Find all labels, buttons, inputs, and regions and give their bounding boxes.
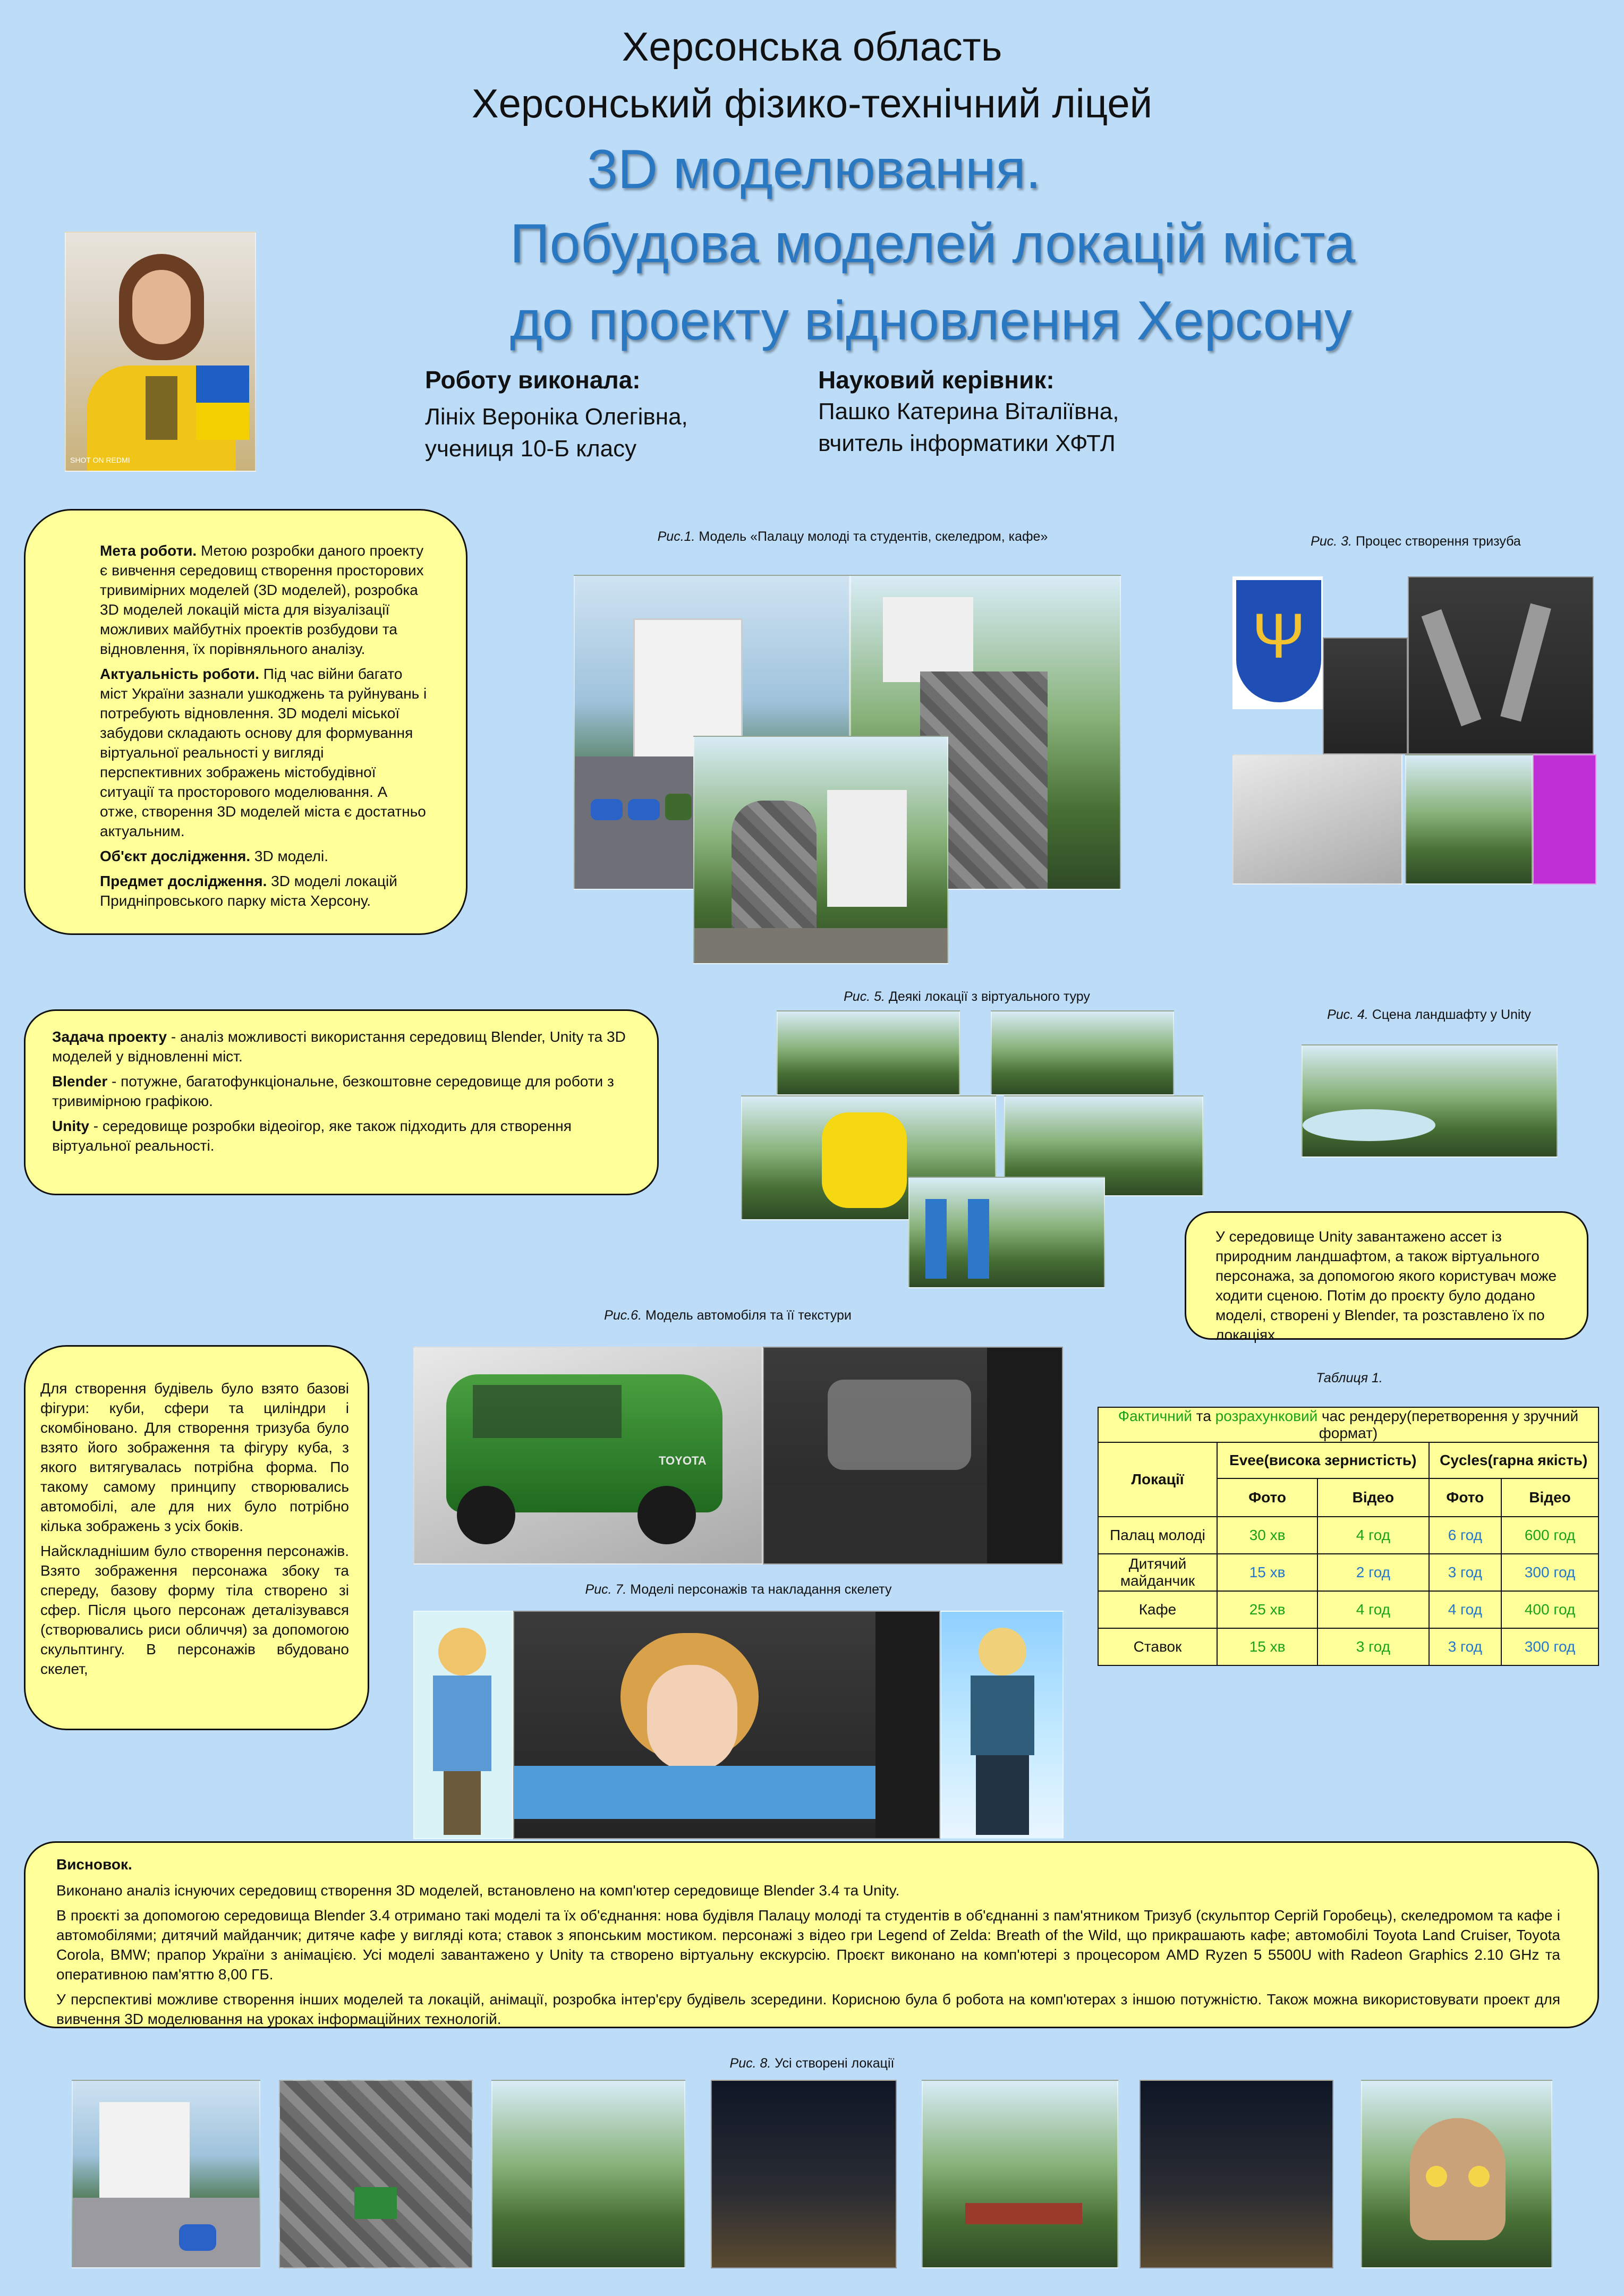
- fig3-render-3: [1533, 754, 1596, 885]
- goal-paragraph: Мета роботи. Метою розробки даного проекту є вивчення середовищ створення просторових тривимірних моделей (3D моделей), розробка 3D моделей локацій міста для візуалізації можливих майбутніх проектів розбудови та відновлення, їх порівняльного аналізу.: [100, 542, 424, 657]
- title-line-2: Побудова моделей локацій міста: [510, 213, 1356, 275]
- title-line-3: до проекту відновлення Херсону: [510, 290, 1352, 352]
- table-row: Ставок 15 хв 3 год 3 год 300 год: [1098, 1628, 1599, 1665]
- col-header-eevee: Evee(висока зернистість): [1217, 1442, 1429, 1478]
- fig6-blender-screenshot: [763, 1347, 1063, 1564]
- relevance-paragraph: Актуальність роботи. Під час війни багато міст України зазнали ушкоджень та руйнувань і потребують відновлення. 3D моделі міської забудови складають основу для формування віртуальної реальності у вигляді перспективних зображень містобудівної ситуації та просторового моделювання. А отже, створення 3D моделей міста є достатньо актуальним.: [100, 666, 427, 839]
- fig3-trident-emblem: Ψ: [1232, 576, 1323, 709]
- task-box: [24, 1009, 659, 1195]
- conclusion-paragraph-2: В проєкті за допомогою середовища Blender 3.4 отримано такі моделі та їх об'єднання: нова будівля Палацу молоді та студентів в об'єднанні з пам'ятником Тризуб (скульптор Сергій Горобець), скеледромом та кафе і автомобілями; дитячий майданчик; дитяче кафе у вигляді кота; ставок з японським мостиком. персонажі з відео гри Legend of Zelda: Breath of the Wild, що прикрашають кафе; автомобілі Toyota Land Cruiser, Toyota Corola, BMW; прапор України з анімацією. Усі моделі завантажено у Unity та створено віртуальну екскурсію. Проєкт виконано на комп'ютері з процесором AMD Ryzen 5 5500U with Radeon Graphics 2.10 GHz та оперативною пам'яттю 8,00 ГБ.: [56, 1907, 1560, 1983]
- region-name: Херсонська область: [622, 24, 1002, 70]
- table-row: Дитячий майданчик 15 хв 2 год 3 год 300 год: [1098, 1554, 1599, 1591]
- fig7-blender-screenshot: [513, 1611, 940, 1839]
- creation-paragraph-1: Для створення будівель було взято базові фігури: куби, сфери та циліндри і скомбіновано. Для створення тризуба було взято його зображення та фігуру куба, з якого витягувалась потрібна форма. По такому самому принципу створювались автомобілі, але для них було потрібно кілька зображень з усіх боків.: [40, 1380, 349, 1534]
- fig8-location-palace: [72, 2080, 260, 2268]
- fig3-model-2: [1408, 576, 1594, 754]
- fig4-caption: Рис. 4. Сцена ландшафту у Unity: [1327, 1007, 1531, 1022]
- col-header-cycles: Cycles(гарна якість): [1429, 1442, 1599, 1478]
- col-header-eevee-photo: Фото: [1217, 1478, 1317, 1517]
- fig8-caption: Рис. 8. Усі створені локації: [729, 2056, 895, 2071]
- fig5-scene-5: [908, 1177, 1105, 1288]
- fig3-render-1: [1232, 754, 1402, 885]
- fig6-caption: Рис.6. Модель автомобіля та її текстури: [604, 1308, 852, 1323]
- author-name: Лініх Вероніка Олегівна,: [425, 404, 688, 430]
- fig8-location-bridge-night: [1140, 2080, 1333, 2268]
- fig4-landscape-image: [1302, 1044, 1558, 1158]
- supervisor-role: вчитель інформатики ХФТЛ: [818, 430, 1116, 456]
- fig5-caption: Рис. 5. Деякі локації з віртуального туру: [844, 989, 1090, 1004]
- fig1-gate-image: [693, 736, 948, 964]
- conclusion-title: Висновок.: [56, 1856, 132, 1873]
- supervisor-name: Пашко Катерина Віталіївна,: [818, 398, 1119, 424]
- fig8-location-cat-cafe: [1361, 2080, 1552, 2268]
- conclusion-box: [24, 1841, 1599, 2028]
- author-photo: [65, 232, 256, 472]
- creation-box: [24, 1345, 369, 1730]
- school-name: Херсонський фізико-технічний ліцей: [471, 81, 1153, 126]
- object-paragraph: Об'єкт дослідження. 3D моделі.: [100, 848, 329, 864]
- table-row: Кафе 25 хв 4 год 4 год 400 год: [1098, 1591, 1599, 1628]
- table-caption: Таблиця 1.: [1316, 1371, 1383, 1385]
- unity-text: У середовище Unity завантажено ассет із природним ландшафтом, а також віртуального персонажа, за допомогою якого користувач може ходити сценою. Потім до проєкту було додано моделі, створені у Blender, та розставлено їх по локаціях.: [1215, 1228, 1557, 1343]
- render-time-table: [1098, 1407, 1599, 1666]
- fig7-character-left: [413, 1611, 513, 1839]
- fig7-caption: Рис. 7. Моделі персонажів та накладання скелету: [585, 1582, 892, 1597]
- fig8-location-playground: [491, 2080, 685, 2268]
- supervisor-label: Науковий керівник:: [818, 366, 1055, 394]
- col-header-locations: Локації: [1098, 1442, 1217, 1517]
- author-label: Роботу виконала:: [425, 366, 641, 394]
- table-row: Палац молоді 30 хв 4 год 6 год 600 год: [1098, 1517, 1599, 1554]
- blender-paragraph: Blender - потужне, багатофункціональне, безкоштовне середовище для роботи з тривимірною графікою.: [52, 1073, 614, 1109]
- fig3-model-1: [1323, 637, 1408, 754]
- col-header-cycles-video: Відео: [1501, 1478, 1599, 1517]
- col-header-cycles-photo: Фото: [1429, 1478, 1502, 1517]
- author-class: учениця 10-Б класу: [425, 436, 637, 462]
- goal-box: [24, 509, 467, 935]
- conclusion-paragraph-1: Виконано аналіз існуючих середовищ створення 3D моделей, встановлено на комп'ютер середовище Blender 3.4 та Unity.: [56, 1882, 900, 1899]
- fig3-caption: Рис. 3. Процес створення тризуба: [1311, 534, 1521, 549]
- fig5-scene-2: [991, 1010, 1174, 1095]
- fig8-location-climbing-wall: [279, 2080, 473, 2268]
- task-paragraph: Задача проекту - аналіз можливості використання середовищ Blender, Unity та 3D моделей у відновленні міст.: [52, 1028, 626, 1065]
- fig1-caption: Рис.1. Модель «Палацу молоді та студентів, скеледром, кафе»: [657, 529, 1048, 544]
- fig7-character-right: [940, 1611, 1064, 1839]
- fig6-car-render: [413, 1347, 763, 1564]
- col-header-eevee-video: Відео: [1317, 1478, 1429, 1517]
- photo-watermark: SHOT ON REDMI: [70, 456, 130, 464]
- car-badge: TOYOTA: [659, 1454, 707, 1467]
- fig5-scene-1: [777, 1010, 960, 1095]
- subject-paragraph: Предмет дослідження. 3D моделі локацій Придніпровського парку міста Херсону.: [100, 873, 397, 909]
- creation-paragraph-2: Найскладнішим було створення персонажів. Взято зображення персонажа збоку та спереду, базову форму тіла створено зі сфер. Після цього персонаж деталізувався (створювались риси обличчя) за допомогою скульптингу. В персонажів вбудовано скелет,: [40, 1543, 349, 1677]
- unity-paragraph: Unity - середовище розробки відеоігор, яке також підходить для створення віртуальної реальності.: [52, 1118, 572, 1154]
- fig8-location-playground-night: [711, 2080, 897, 2268]
- table-title: Фактичний та розрахунковий час рендеру(перетворення у зручний формат): [1098, 1407, 1599, 1442]
- conclusion-paragraph-3: У перспективі можливе створення інших моделей та локацій, анімації, розробка інтер'єру будівель зсередини. Корисною була б робота на комп'ютерах з іншою потужністю. Також можна використовувати проект для вивчення 3D моделювання на уроках інформаційних технологій.: [56, 1991, 1560, 2027]
- unity-box: [1185, 1211, 1588, 1343]
- title-line-1: 3D моделювання.: [587, 139, 1041, 200]
- fig8-location-bridge: [922, 2080, 1118, 2268]
- fig3-render-2: [1405, 754, 1533, 885]
